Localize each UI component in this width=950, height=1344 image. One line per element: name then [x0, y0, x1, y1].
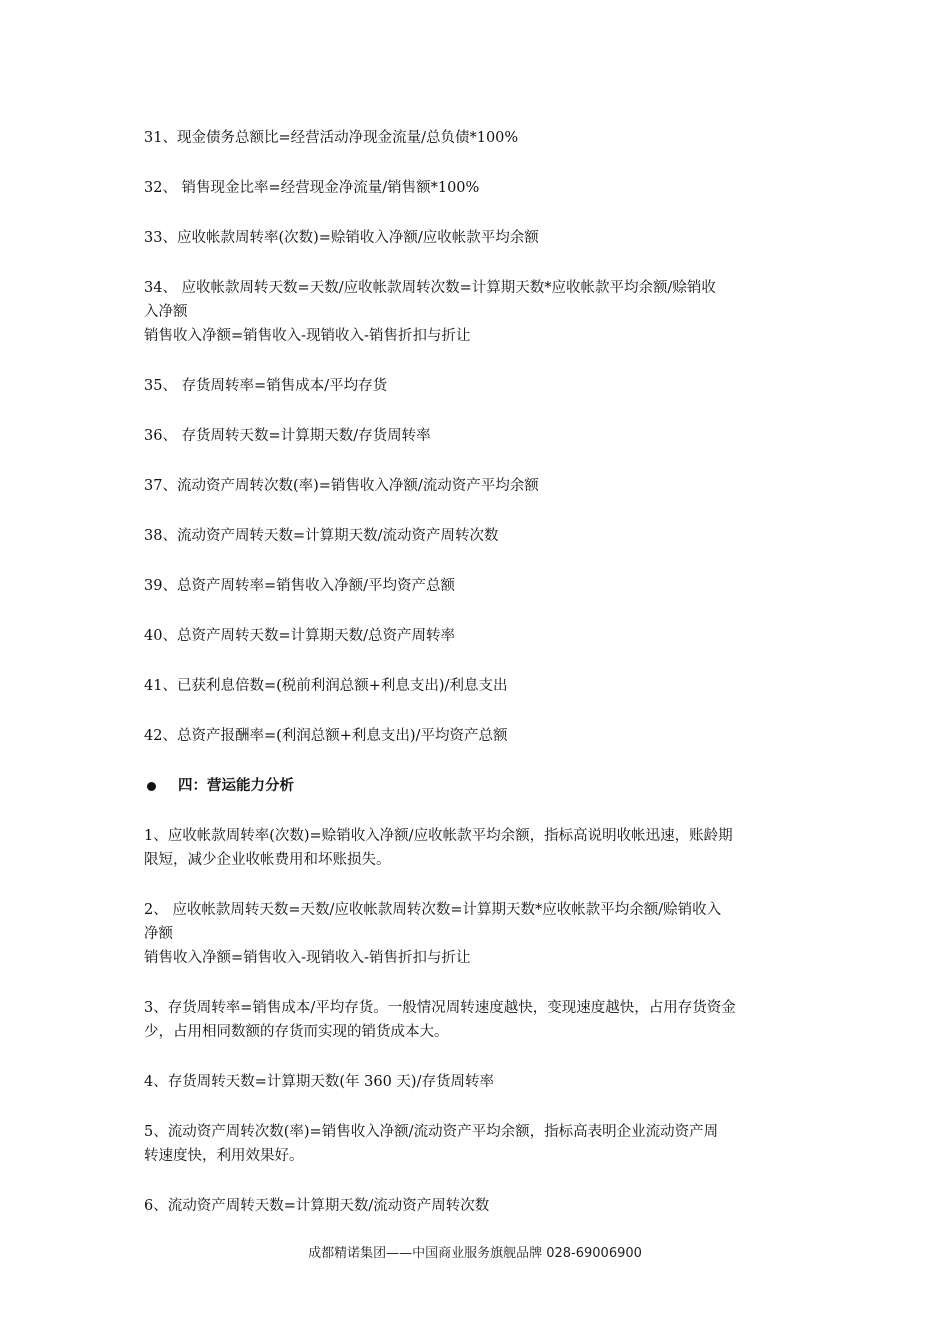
item-2 [144, 898, 812, 970]
formula-33 [144, 226, 812, 250]
text-line: 36、 存货周转天数=计算期天数/存货周转率 [144, 428, 431, 444]
formula-42 [144, 724, 812, 748]
text-line: 5、流动资产周转次数(率)=销售收入净额/流动资产平均余额，指标高表明企业流动资产周 [144, 1124, 719, 1140]
formula-37 [144, 474, 812, 498]
text-line: 32、 销售现金比率=经营现金净流量/销售额*100% [144, 180, 480, 196]
text-line: 净额 [144, 926, 173, 942]
text-line: 38、流动资产周转天数=计算期天数/流动资产周转次数 [144, 528, 499, 544]
text-line: 销售收入净额=销售收入-现销收入-销售折扣与折让 [144, 950, 471, 966]
formula-41 [144, 674, 812, 698]
item-1 [144, 824, 812, 872]
document-body [144, 126, 812, 1244]
formula-32 [144, 176, 812, 200]
item-6 [144, 1194, 812, 1218]
text-line: 6、流动资产周转天数=计算期天数/流动资产周转次数 [144, 1198, 490, 1214]
text-line: 35、 存货周转率=销售成本/平均存货 [144, 378, 388, 394]
section-heading [144, 774, 812, 798]
text-line: 37、流动资产周转次数(率)=销售收入净额/流动资产平均余额 [144, 478, 539, 494]
page-footer: 成都精诺集团——中国商业服务旗舰品牌 028-69006900 [308, 1246, 642, 1261]
section-heading-text: 四：营运能力分析 [178, 778, 294, 794]
text-line: 入净额 [144, 304, 188, 320]
item-5 [144, 1120, 812, 1168]
text-line: 2、 应收帐款周转天数=天数/应收帐款周转次数=计算期天数*应收帐款平均余额/赊销收入 [144, 902, 722, 918]
text-line: 40、总资产周转天数=计算期天数/总资产周转率 [144, 628, 455, 644]
text-line: 转速度快，利用效果好。 [144, 1148, 304, 1164]
formula-35 [144, 374, 812, 398]
item-4 [144, 1070, 812, 1094]
text-line: 4、存货周转天数=计算期天数(年 360 天)/存货周转率 [144, 1074, 494, 1090]
formula-38 [144, 524, 812, 548]
text-line: 41、已获利息倍数=(税前利润总额+利息支出)/利息支出 [144, 678, 508, 694]
item-3 [144, 996, 812, 1044]
text-line: 1、应收帐款周转率(次数)=赊销收入净额/应收帐款平均余额，指标高说明收帐迅速，账龄期 [144, 828, 733, 844]
bullet-icon [147, 782, 156, 791]
formula-39 [144, 574, 812, 598]
text-line: 42、总资产报酬率=(利润总额+利息支出)/平均资产总额 [144, 728, 508, 744]
text-line: 34、 应收帐款周转天数=天数/应收帐款周转次数=计算期天数*应收帐款平均余额/赊销收 [144, 280, 716, 296]
formula-36 [144, 424, 812, 448]
text-line: 3、存货周转率=销售成本/平均存货。一般情况周转速度越快，变现速度越快，占用存货资金 [144, 1000, 736, 1016]
text-line: 销售收入净额=销售收入-现销收入-销售折扣与折让 [144, 328, 471, 344]
formula-31 [144, 126, 812, 150]
formula-40 [144, 624, 812, 648]
text-line: 39、总资产周转率=销售收入净额/平均资产总额 [144, 578, 455, 594]
text-line: 限短，减少企业收帐费用和坏账损失。 [144, 852, 391, 868]
text-line: 少，占用相同数额的存货而实现的销货成本大。 [144, 1024, 449, 1040]
text-line: 31、现金债务总额比=经营活动净现金流量/总负债*100% [144, 130, 519, 146]
formula-34 [144, 276, 812, 348]
text-line: 33、应收帐款周转率(次数)=赊销收入净额/应收帐款平均余额 [144, 230, 539, 246]
